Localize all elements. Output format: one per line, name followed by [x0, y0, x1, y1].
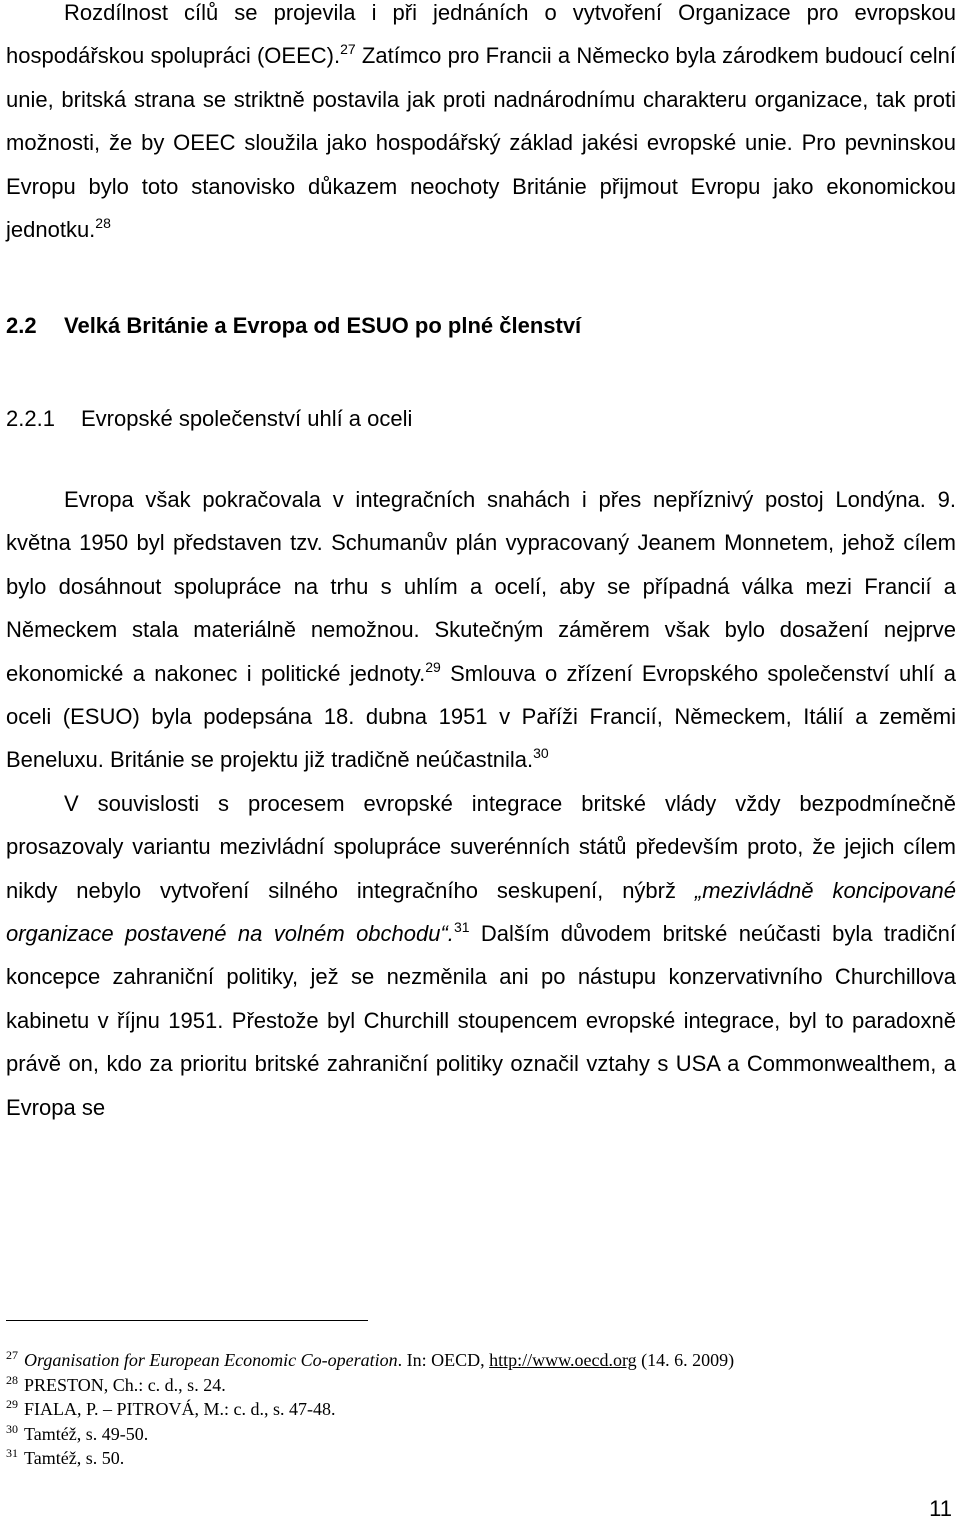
footnote-link[interactable]: http://www.oecd.org	[489, 1350, 637, 1370]
footnotes	[6, 1348, 906, 1471]
footnote-ref: 30	[533, 745, 549, 762]
footnote-number: 29	[6, 1397, 18, 1411]
paragraph-text: V souvislosti s procesem evropské integrace britské vlády vždy bezpodmínečně prosazovaly variantu mezivládní spolupráce suverénních států především proto, že jejich cílem nikdy nebylo vytvoření silného integračního seskupení, nýbrž	[6, 790, 956, 903]
footnote-text: PRESTON, Ch.: c. d., s. 24.	[24, 1374, 226, 1395]
footnote-text: FIALA, P. – PITROVÁ, M.: c. d., s. 47-48.	[24, 1399, 336, 1419]
footnote-number: 28	[6, 1372, 18, 1387]
subsection-heading	[6, 397, 412, 440]
page-number: 11	[929, 1496, 952, 1521]
footnote-30	[6, 1422, 906, 1447]
paragraph	[6, 478, 956, 782]
footnote-number: 30	[6, 1421, 18, 1436]
footnote-ref: 29	[425, 658, 441, 675]
section-number: 2.2	[6, 313, 37, 338]
footnote-ref: 27	[340, 41, 356, 58]
paragraph-text: Dalším důvodem britské neúčasti byla tradiční koncepce zahraniční politiky, jež se nezměnila ani po nástupu konzervativního Churchillova kabinetu v říjnu 1951. Přestože byl Churchill stoupencem evropské integrace, byl to paradoxně právě on, kdo za prioritu britské zahraniční politiky označil vztahy s USA a Commonwealthem, a Evropa se	[6, 921, 957, 1120]
footnote-title: Organisation for European Economic Co-operation	[24, 1350, 398, 1370]
footnote-29	[6, 1397, 906, 1422]
subsection-title: Evropské společenství uhlí a oceli	[81, 406, 413, 431]
footnote-ref: 31	[453, 919, 470, 936]
footnote-28	[6, 1373, 906, 1398]
footnote-separator	[6, 1320, 368, 1321]
body-text-esuo	[6, 478, 956, 1129]
paragraph-text: Evropa však pokračovala v integračních snahách i přes nepříznivý postoj Londýna. 9. května 1950 byl představen tzv. Schumanův plán vypracovaný Jeanem Monnetem, jehož cílem bylo dosáhnout spolupráce na trhu s uhlím a ocelí, aby se případná válka mezi Francií a Německem stala materiálně nemožnou. Skutečným záměrem však bylo dosažení nejprve ekonomické a nakonec i politické jednoty.	[6, 487, 956, 686]
footnote-27	[6, 1348, 906, 1373]
subsection-number: 2.2.1	[6, 406, 55, 431]
paragraph	[6, 0, 956, 251]
paragraph-text: Smlouva o zřízení Evropského společenství uhlí a oceli (ESUO) byla podepsána 18. dubna 1951 v Paříži Francií, Německem, Itálií a zeměmi Beneluxu. Británie se projektu již tradičně neúčastnila.	[6, 660, 957, 773]
quoted-text: „mezivládně koncipované organizace postavené na volném obchodu“.	[6, 877, 956, 947]
footnote-text: Tamtéž, s. 49-50.	[24, 1423, 149, 1444]
paragraph-oeec	[6, 0, 956, 251]
footnote-text: Tamtéž, s. 50.	[24, 1448, 125, 1468]
footnote-number: 27	[6, 1348, 18, 1362]
footnote-text: (14. 6. 2009)	[636, 1350, 735, 1370]
footnote-number: 31	[6, 1446, 18, 1460]
section-title: Velká Británie a Evropa od ESUO po plné členství	[64, 313, 582, 338]
footnote-31	[6, 1446, 906, 1471]
paragraph-text: Zatímco pro Francii a Německo byla zárodkem budoucí celní unie, britská strana se striktně postavila jak proti nadnárodnímu charakteru organizace, tak proti možnosti, že by OEEC sloužila jako hospodářský základ jakési evropské unie. Pro pevninskou Evropu bylo toto stanovisko důkazem neochoty Británie přijmout Evropu jako ekonomickou jednotku.	[6, 43, 956, 243]
paragraph	[6, 782, 956, 1129]
footnote-text: . In: OECD,	[397, 1350, 490, 1370]
paragraph-text: Rozdílnost cílů se projevila i při jednáních o vytvoření Organizace pro evropskou hospodářskou spolupráci (OEEC).	[6, 0, 956, 69]
footnote-ref: 28	[95, 215, 111, 232]
section-heading	[6, 304, 581, 347]
